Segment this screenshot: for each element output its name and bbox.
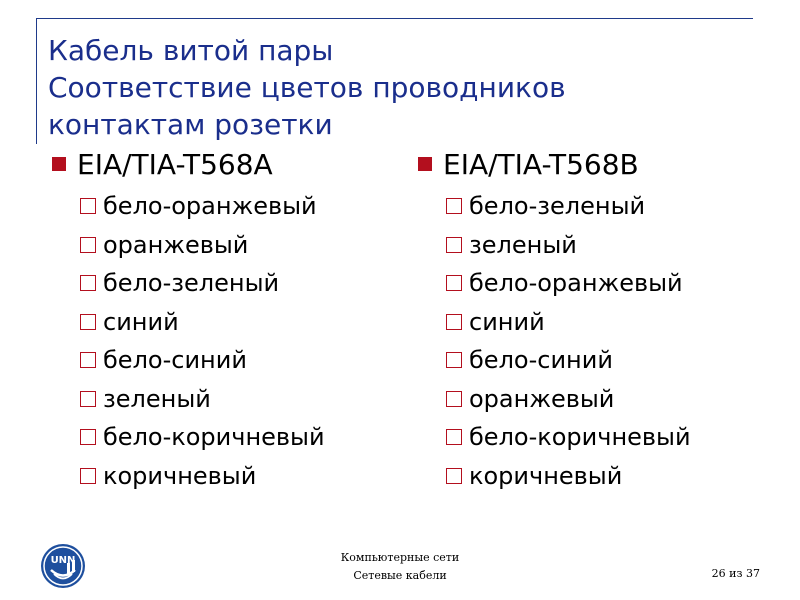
list-item (446, 457, 691, 496)
checkbox-bullet-icon (446, 237, 462, 253)
list-item (446, 226, 691, 265)
list-item (80, 187, 325, 226)
list-item (80, 264, 325, 303)
item-label: бело-зеленый (469, 192, 646, 221)
wire-list (80, 187, 325, 495)
checkbox-bullet-icon (446, 198, 462, 214)
list-item (446, 380, 691, 419)
checkbox-bullet-icon (80, 237, 96, 253)
checkbox-bullet-icon (446, 352, 462, 368)
list-item (446, 303, 691, 342)
unn-logo-icon (40, 543, 86, 589)
list-item (80, 380, 325, 419)
list-item (80, 418, 325, 457)
square-bullet-icon (52, 157, 66, 171)
column-heading (418, 145, 691, 183)
checkbox-bullet-icon (446, 429, 462, 445)
item-label: оранжевый (469, 384, 615, 413)
list-item (80, 226, 325, 265)
checkbox-bullet-icon (80, 468, 96, 484)
wire-list (446, 187, 691, 495)
item-label: бело-коричневый (103, 423, 325, 452)
footer-topic: Сетевые кабели (353, 569, 447, 582)
list-item (80, 341, 325, 380)
list-item (80, 457, 325, 496)
page-number: 26 из 37 (711, 567, 760, 580)
item-label: зеленый (469, 230, 577, 259)
title-line-3: контактам розетки (48, 108, 333, 141)
checkbox-bullet-icon (446, 391, 462, 407)
heading-label: EIA/TIA-T568A (77, 147, 273, 181)
square-bullet-icon (418, 157, 432, 171)
item-label: коричневый (103, 461, 257, 490)
item-label: оранжевый (103, 230, 249, 259)
checkbox-bullet-icon (80, 275, 96, 291)
list-item (446, 187, 691, 226)
checkbox-bullet-icon (80, 429, 96, 445)
left-rule (36, 18, 37, 144)
footer-course: Компьютерные сети (340, 551, 460, 564)
checkbox-bullet-icon (446, 314, 462, 330)
item-label: бело-оранжевый (469, 269, 683, 298)
checkbox-bullet-icon (446, 468, 462, 484)
checkbox-bullet-icon (80, 314, 96, 330)
item-label: зеленый (103, 384, 211, 413)
slide-title (48, 32, 748, 143)
checkbox-bullet-icon (80, 391, 96, 407)
item-label: бело-синий (103, 346, 247, 375)
column-t568b (418, 145, 691, 495)
list-item (446, 341, 691, 380)
column-heading (52, 145, 325, 183)
item-label: бело-оранжевый (103, 192, 317, 221)
item-label: коричневый (469, 461, 623, 490)
title-line-1: Кабель витой пары (48, 34, 334, 67)
footer (300, 549, 500, 585)
checkbox-bullet-icon (80, 198, 96, 214)
item-label: синий (469, 307, 545, 336)
item-label: бело-коричневый (469, 423, 691, 452)
column-t568a (52, 145, 325, 495)
item-label: синий (103, 307, 179, 336)
top-rule (36, 18, 753, 19)
list-item (80, 303, 325, 342)
list-item (446, 418, 691, 457)
checkbox-bullet-icon (80, 352, 96, 368)
logo-text: UNN (50, 555, 76, 566)
heading-label: EIA/TIA-T568B (443, 147, 639, 181)
title-line-2: Соответствие цветов проводников (48, 71, 566, 104)
item-label: бело-зеленый (103, 269, 280, 298)
item-label: бело-синий (469, 346, 613, 375)
checkbox-bullet-icon (446, 275, 462, 291)
list-item (446, 264, 691, 303)
